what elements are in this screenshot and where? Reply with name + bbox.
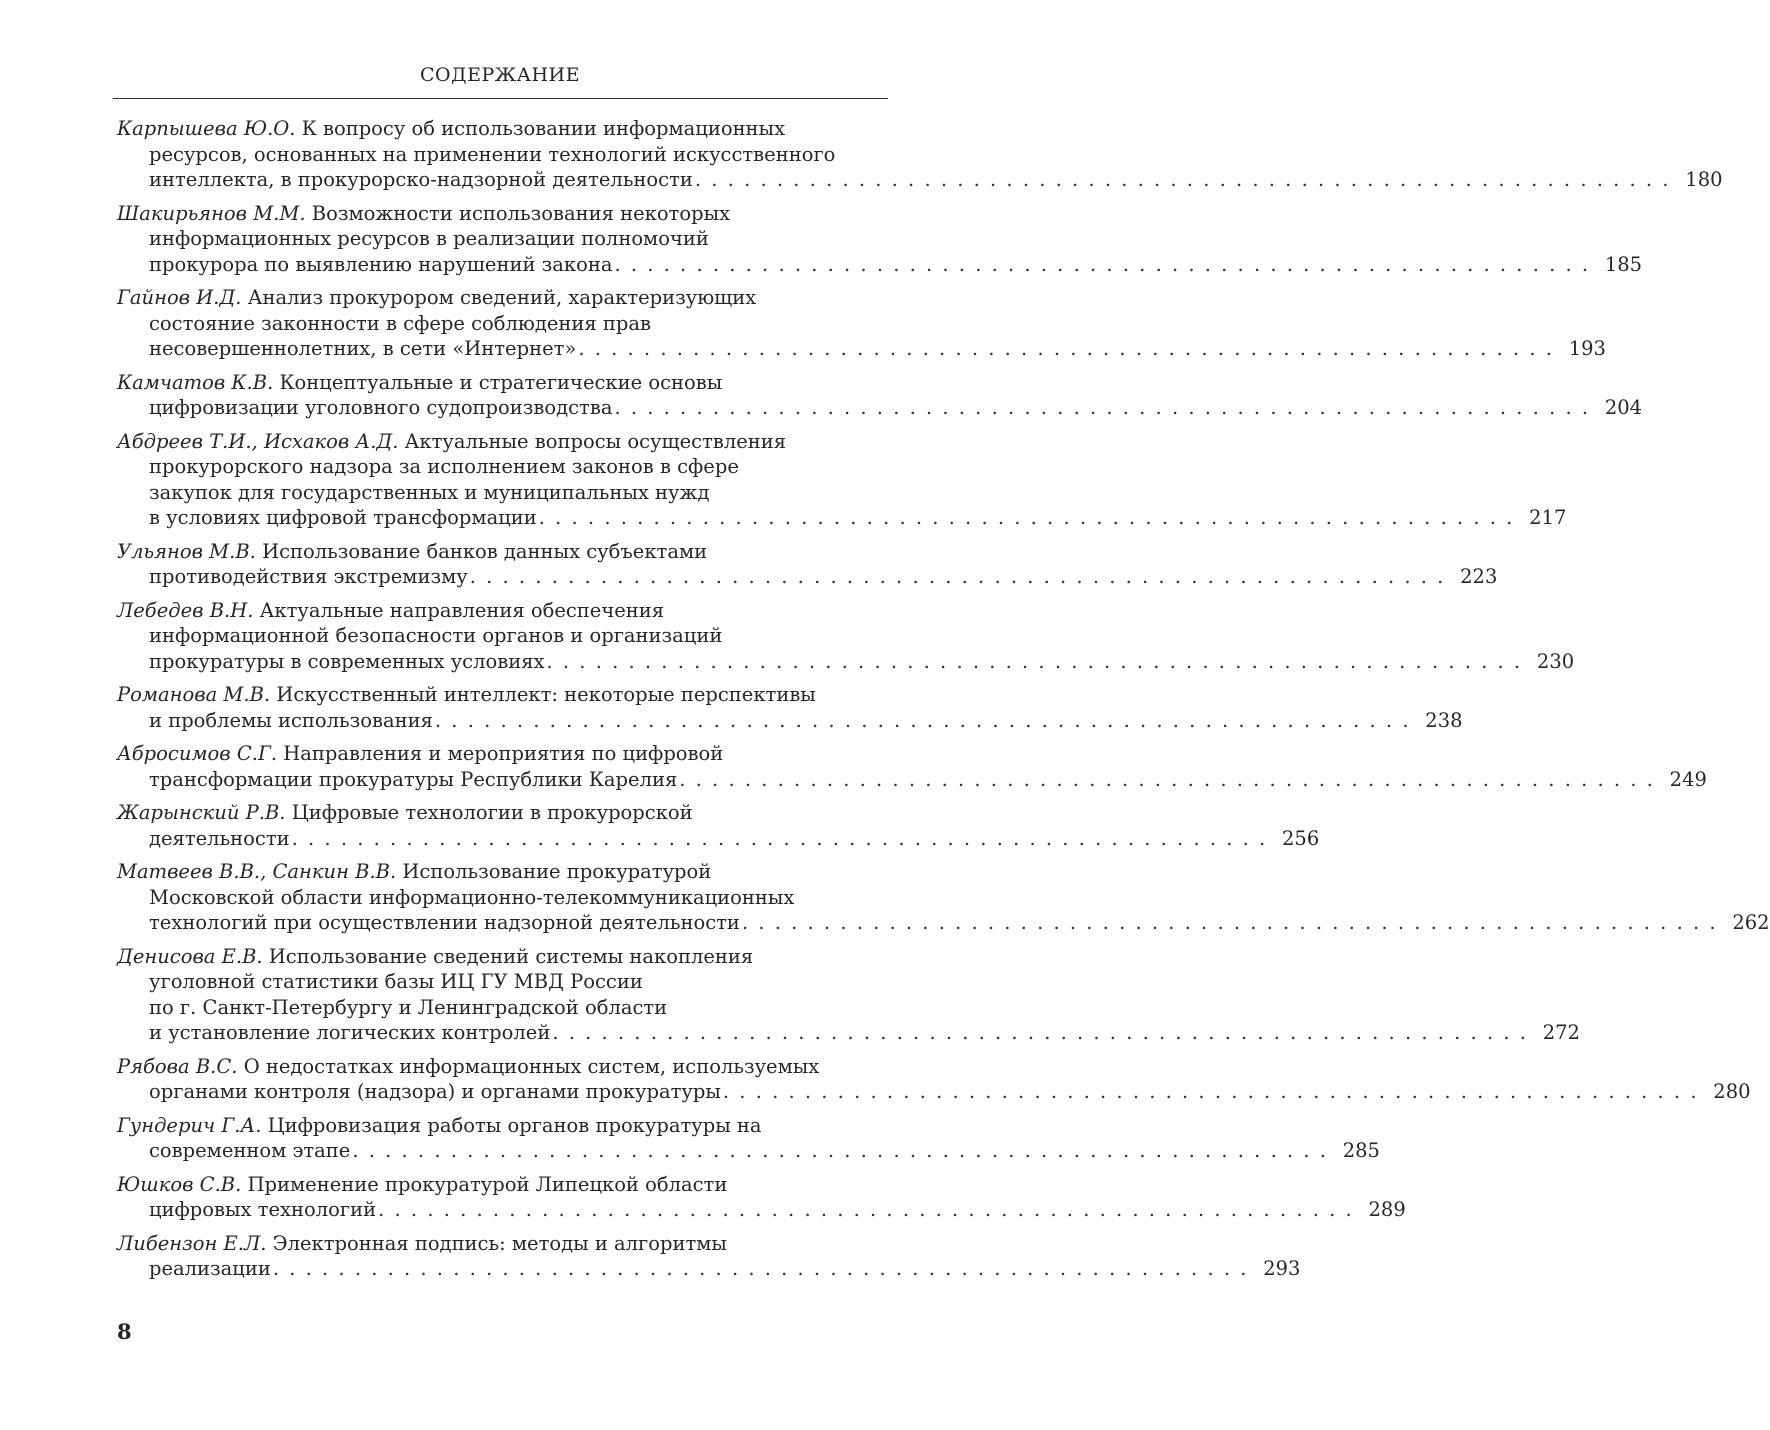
dot-leader: . . . . . . . . . . . . . . . . . . . . . . . . . . . . . . . . . . . . . . . . . . . . . . . . . . . . . . . . . . . . [552,1021,1528,1044]
toc-page-number: 185 [1604,252,1643,276]
toc-entry-line [117,1020,1580,1046]
toc-title-text: интеллекта, в прокурорско-надзорной деятельности [149,168,693,191]
toc-author: Абдреев Т.И., Исхаков А.Д. [117,429,399,453]
toc-title-text: Направления и мероприятия по цифровой [283,742,724,765]
dot-leader: . . . . . . . . . . . . . . . . . . . . . . . . . . . . . . . . . . . . . . . . . . . . . . . . . . . . . . . . . . . . [614,252,1591,276]
toc-entry-line [117,598,889,624]
toc-entry[interactable] [117,116,1723,193]
toc-title-text: ресурсов, основанных на применении технологий искусственного [149,142,836,166]
toc-entry[interactable] [117,1231,1301,1282]
toc-page-number: 280 [1713,1080,1751,1103]
toc-entry-line [117,252,1643,278]
toc-title-text: состояние законности в сфере соблюдения прав [149,311,651,335]
toc-entry-line [117,142,889,168]
toc-title-text: Использование сведений системы накопления [268,944,754,968]
dot-leader: . . . . . . . . . . . . . . . . . . . . . . . . . . . . . . . . . . . . . . . . . . . . . . . . . . . . . . . . . . . . [614,396,1591,419]
toc-author: Рябова В.С. [117,1054,238,1078]
toc-author: Жарынский Р.В. [117,801,286,824]
toc-entry-line [117,859,889,885]
dot-leader: . . . . . . . . . . . . . . . . . . . . . . . . . . . . . . . . . . . . . . . . . . . . . . . . . . . . . . . . . . . . [291,826,1268,850]
toc-entry-line [117,1138,1380,1164]
toc-title-text: Применение прокуратурой Липецкой области [247,1172,728,1196]
toc-entry-line [117,395,1643,421]
toc-entry[interactable] [117,201,1643,278]
toc-title-text: противодействия экстремизму [149,565,468,588]
toc-page-number: 193 [1568,337,1606,360]
toc-entry-line [117,285,889,311]
toc-title-text: Московской области информационно-телекоммуникационных [149,885,795,909]
toc-title-text: информационных ресурсов в реализации полномочий [149,227,709,250]
toc-title-text: Использование банков данных субъектами [262,539,708,563]
toc-entry-line [117,311,889,337]
toc-title-text: трансформации прокуратуры Республики Карелия [149,767,678,791]
dot-leader: . . . . . . . . . . . . . . . . . . . . . . . . . . . . . . . . . . . . . . . . . . . . . . . . . . . . . . . . . . . . [272,1257,1249,1280]
toc-page-number: 249 [1669,767,1707,791]
toc-entry-line [117,505,1567,531]
toc-title-text: Использование прокуратурой [402,860,712,883]
toc-entry-line [117,454,889,480]
toc-entry-line [117,682,889,708]
toc-entry-line [117,226,889,252]
toc-author: Абросимов С.Г. [117,742,278,765]
toc-author: Карпышева Ю.О. [117,117,296,140]
toc-entry-line [117,910,1770,936]
toc-entry-line [117,767,1707,793]
toc-title-text: деятельности [149,826,290,850]
toc-page-number: 285 [1342,1139,1380,1162]
toc-entry-line [117,1256,1301,1282]
toc-entry-line [117,826,1320,852]
toc-author: Ульянов М.В. [117,539,256,563]
toc-entry-line [117,649,1575,675]
toc-page-number: 230 [1536,649,1575,673]
toc-title-text: Актуальные вопросы осуществления [404,429,787,453]
toc-title-text: по г. Санкт-Петербургу и Ленинградской области [149,995,668,1019]
dot-leader: . . . . . . . . . . . . . . . . . . . . . . . . . . . . . . . . . . . . . . . . . . . . . . . . . . . . . . . . . . . . [722,1080,1699,1103]
toc-author: Гайнов И.Д. [117,286,242,309]
toc-page-number: 256 [1282,826,1320,850]
toc-entry-line [117,539,889,565]
toc-title-text: Актуальные направления обеспечения [259,598,665,622]
toc-author: Матвеев В.В., Санкин В.В. [117,860,397,883]
toc-title-text: Анализ прокурором сведений, характеризующих [247,286,757,309]
dot-leader: . . . . . . . . . . . . . . . . . . . . . . . . . . . . . . . . . . . . . . . . . . . . . . . . . . . . . . . . . . . . [538,506,1515,529]
toc-entry[interactable] [117,944,1580,1046]
toc-entry-line [117,944,889,970]
toc-author: Денисова Е.В. [117,944,263,968]
header-rule [113,98,888,99]
toc-entry-line [117,116,889,142]
toc-entry-line [117,995,889,1021]
toc-title-text: технологий при осуществлении надзорной деятельности [149,911,740,934]
toc-entry-line [117,969,889,995]
toc-page-number: 238 [1425,708,1463,732]
toc-page-number: 223 [1460,565,1498,588]
toc-entry-line [117,370,889,396]
toc-title-text: прокуратуры в современных условиях [149,649,545,673]
toc-entry-line [117,800,889,826]
page-number: 8 [117,1319,132,1344]
toc-title-text: в условиях цифровой трансформации [149,506,537,529]
toc-entry[interactable] [117,682,1463,733]
toc-title-text: Цифровизация работы органов прокуратуры на [267,1113,762,1137]
toc-entry-line [117,1231,889,1257]
toc-title-text: Искусственный интеллект: некоторые перспективы [276,683,816,706]
toc-entry[interactable] [117,741,1707,792]
dot-leader: . . . . . . . . . . . . . . . . . . . . . . . . . . . . . . . . . . . . . . . . . . . . . . . . . . . . . . . . . . . . [469,565,1446,588]
toc-title-text: и проблемы использования [149,708,433,732]
toc-title-text: информационной безопасности органов и организаций [149,624,723,647]
toc-title-text: несовершеннолетних, в сети «Интернет» [149,337,577,360]
toc-entry-line [117,1054,889,1080]
toc-page-number: 293 [1263,1257,1301,1280]
toc-title-text: цифровых технологий [149,1198,377,1221]
toc-title-text: закупок для государственных и муниципальных нужд [149,480,710,504]
toc-entry-line [117,1172,889,1198]
dot-leader: . . . . . . . . . . . . . . . . . . . . . . . . . . . . . . . . . . . . . . . . . . . . . . . . . . . . . . . . . . . . [352,1139,1328,1162]
toc-entry[interactable] [117,1172,1406,1223]
toc-title-text: Цифровые технологии в прокурорской [291,801,693,824]
toc-entry-line [117,429,889,455]
toc-entry-line [117,1079,1751,1105]
toc-title-text: современном этапе [149,1139,351,1162]
toc-author: Юшков С.В. [117,1172,242,1196]
toc-entry[interactable] [117,429,1567,531]
toc-title-text: О недостатках информационных систем, используемых [243,1054,820,1078]
toc-author: Лебедев В.Н. [117,598,254,622]
toc-entry-line [117,480,889,506]
toc-page-number: 262 [1732,911,1770,934]
toc-entry[interactable] [117,539,1498,590]
dot-leader: . . . . . . . . . . . . . . . . . . . . . . . . . . . . . . . . . . . . . . . . . . . . . . . . . . . . . . . . . . . . [578,337,1554,360]
toc-page-number: 289 [1368,1198,1406,1221]
toc-entry-line [117,201,889,227]
dot-leader: . . . . . . . . . . . . . . . . . . . . . . . . . . . . . . . . . . . . . . . . . . . . . . . . . . . . . . . . . . . . [378,1198,1354,1221]
toc-page-number: 217 [1529,506,1567,529]
toc-author: Либензон Е.Л. [117,1231,267,1255]
toc-title-text: органами контроля (надзора) и органами прокуратуры [149,1080,721,1103]
toc-entry[interactable] [117,598,1575,675]
toc-entry-line [117,564,1498,590]
toc-page-number: 180 [1685,168,1723,191]
toc-entry-line [117,885,889,911]
toc-title-text: Электронная подпись: методы и алгоритмы [272,1231,727,1255]
toc-entry-line [117,623,889,649]
toc-page-number: 204 [1604,396,1643,419]
toc-entry-line [117,708,1463,734]
toc-author: Романова М.В. [117,683,271,706]
toc-entry-line [117,741,889,767]
dot-leader: . . . . . . . . . . . . . . . . . . . . . . . . . . . . . . . . . . . . . . . . . . . . . . . . . . . . . . . . . . . . [679,767,1655,791]
toc-author: Камчатов К.В. [117,370,274,394]
toc-title-text: К вопросу об использовании информационных [301,117,786,140]
toc-title-text: цифровизации уголовного судопроизводства [149,396,613,419]
toc-entry[interactable] [117,859,1770,936]
toc-title-text: прокурорского надзора за исполнением законов в сфере [149,455,739,478]
page-header: СОДЕРЖАНИЕ [420,64,580,86]
toc-entry-line [117,336,1606,362]
toc-entry[interactable] [117,1113,1380,1164]
dot-leader: . . . . . . . . . . . . . . . . . . . . . . . . . . . . . . . . . . . . . . . . . . . . . . . . . . . . . . . . . . . . [434,708,1411,732]
toc-entry[interactable] [117,370,1643,421]
dot-leader: . . . . . . . . . . . . . . . . . . . . . . . . . . . . . . . . . . . . . . . . . . . . . . . . . . . . . . . . . . . . [741,911,1718,934]
toc-author: Шакирьянов М.М. [117,201,306,225]
toc-title-text: Возможности использования некоторых [311,201,731,225]
toc-title-text: и установление логических контролей [149,1021,551,1044]
toc-author: Гундерич Г.А. [117,1113,262,1137]
toc-entry-line [117,1197,1406,1223]
toc-entry[interactable] [117,800,1320,851]
toc-title-text: Концептуальные и стратегические основы [279,370,723,394]
toc-page-number: 272 [1542,1021,1580,1044]
table-of-contents [117,116,1770,1290]
toc-entry-line [117,167,1723,193]
toc-title-text: прокурора по выявлению нарушений закона [149,252,613,276]
dot-leader: . . . . . . . . . . . . . . . . . . . . . . . . . . . . . . . . . . . . . . . . . . . . . . . . . . . . . . . . . . . . [694,168,1671,191]
toc-title-text: уголовной статистики базы ИЦ ГУ МВД России [149,970,643,993]
toc-title-text: реализации [149,1257,271,1280]
dot-leader: . . . . . . . . . . . . . . . . . . . . . . . . . . . . . . . . . . . . . . . . . . . . . . . . . . . . . . . . . . . . [546,649,1523,673]
toc-entry-line [117,1113,889,1139]
toc-entry[interactable] [117,285,1606,362]
toc-entry[interactable] [117,1054,1751,1105]
